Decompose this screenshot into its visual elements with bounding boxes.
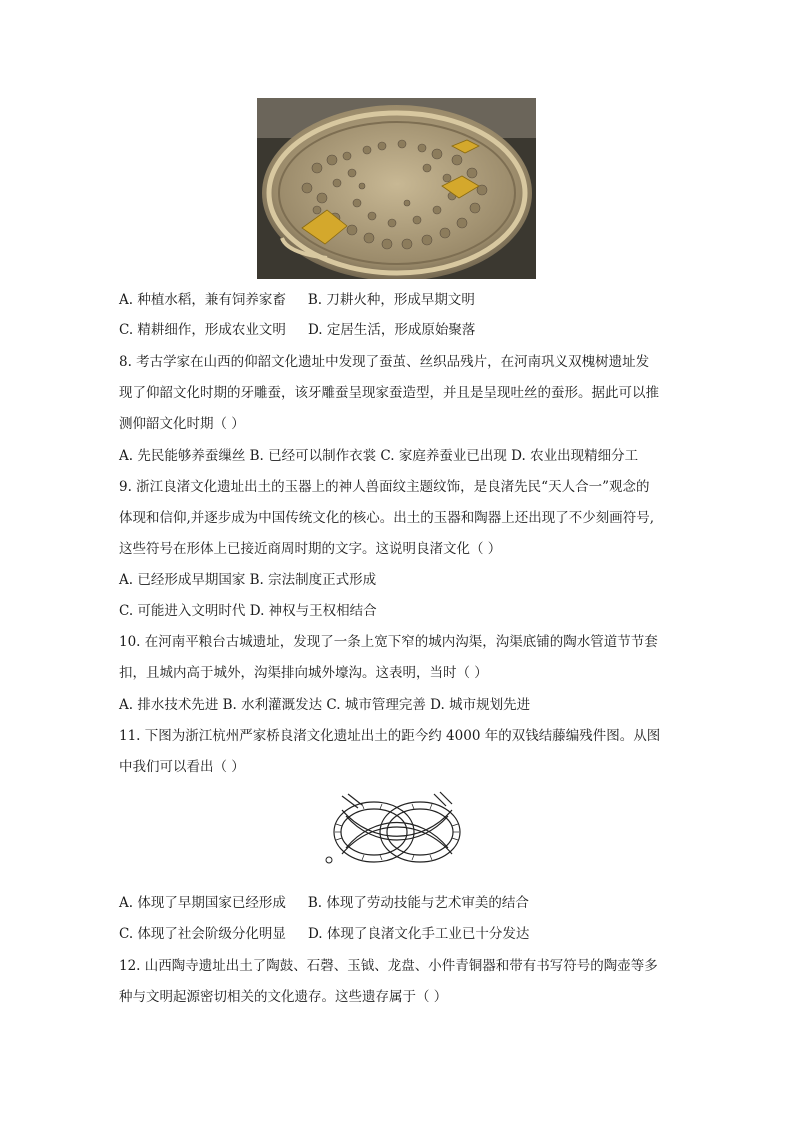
- q11-options-row1: [119, 893, 679, 913]
- q12-stem-line2: 种与文明起源密切相关的文化遗存。这些遗存属于（ ）: [119, 989, 448, 1005]
- q8-stem-line3: 测仰韶文化时期（ ）: [119, 416, 245, 432]
- q11-options-row2: [119, 924, 679, 944]
- rattan-knot-drawing: [322, 790, 472, 872]
- q7-option-d[interactable]: D. 定居生活，形成原始聚落: [307, 322, 476, 338]
- settlement-model-photo: [257, 98, 536, 279]
- q8-stem-line2: 现了仰韶文化时期的牙雕蚕，该牙雕蚕呈现家蚕造型，并且是呈现吐丝的蚕形。据此可以推: [119, 385, 659, 401]
- q11-option-b[interactable]: B. 体现了劳动技能与艺术审美的结合: [307, 895, 529, 911]
- q9-stem-line3: 这些符号在形体上已接近商周时期的文字。这说明良渚文化（ ）: [119, 541, 502, 557]
- q11-stem-line1: 11. 下图为浙江杭州严家桥良渚文化遗址出土的距今约 4000 年的双钱结藤编残件图。从图: [119, 728, 661, 744]
- q11-stem-line2: 中我们可以看出（ ）: [119, 759, 245, 775]
- q10-stem-line2: 扣，且城内高于城外，沟渠排向城外壕沟。这表明，当时（ ）: [119, 665, 488, 681]
- q7-option-c[interactable]: C. 精耕细作，形成农业文明: [119, 322, 286, 338]
- q8-options[interactable]: A. 先民能够养蚕缫丝 B. 已经可以制作衣裳 C. 家庭养蚕业已出现 D. 农业出现精细分工: [119, 448, 639, 464]
- q7-options-row1: [119, 290, 679, 310]
- q9-options-ab[interactable]: A. 已经形成早期国家 B. 宗法制度正式形成: [119, 572, 377, 588]
- q7-options-row2: [119, 320, 679, 340]
- q9-options-cd[interactable]: C. 可能进入文明时代 D. 神权与王权相结合: [119, 603, 377, 619]
- q10-options[interactable]: A. 排水技术先进 B. 水利灌溉发达 C. 城市管理完善 D. 城市规划先进: [119, 697, 531, 713]
- q11-option-c[interactable]: C. 体现了社会阶级分化明显: [119, 926, 286, 942]
- q11-option-d[interactable]: D. 体现了良渚文化手工业已十分发达: [307, 926, 530, 942]
- q9-stem-line2: 体现和信仰,并逐步成为中国传统文化的核心。出土的玉器和陶器上还出现了不少刻画符号,: [119, 510, 655, 526]
- q7-option-a[interactable]: A. 种植水稻，兼有饲养家畜: [119, 292, 286, 308]
- q8-stem-line1: 8. 考古学家在山西的仰韶文化遗址中发现了蚕茧、丝织品残片，在河南巩义双槐树遗址发: [119, 354, 650, 370]
- q9-stem-line1: 9. 浙江良渚文化遗址出土的玉器上的神人兽面纹主题纹饰，是良渚先民“天人合一”观念的: [119, 479, 650, 495]
- q10-stem-line1: 10. 在河南平粮台古城遗址，发现了一条上宽下窄的城内沟渠，沟渠底铺的陶水管道节节套: [119, 634, 658, 650]
- q12-stem-line1: 12. 山西陶寺遗址出土了陶鼓、石磬、玉钺、龙盘、小件青铜器和带有书写符号的陶壶等多: [119, 958, 658, 974]
- q11-option-a[interactable]: A. 体现了早期国家已经形成: [119, 895, 286, 911]
- q7-option-b[interactable]: B. 刀耕火种，形成早期文明: [307, 292, 475, 308]
